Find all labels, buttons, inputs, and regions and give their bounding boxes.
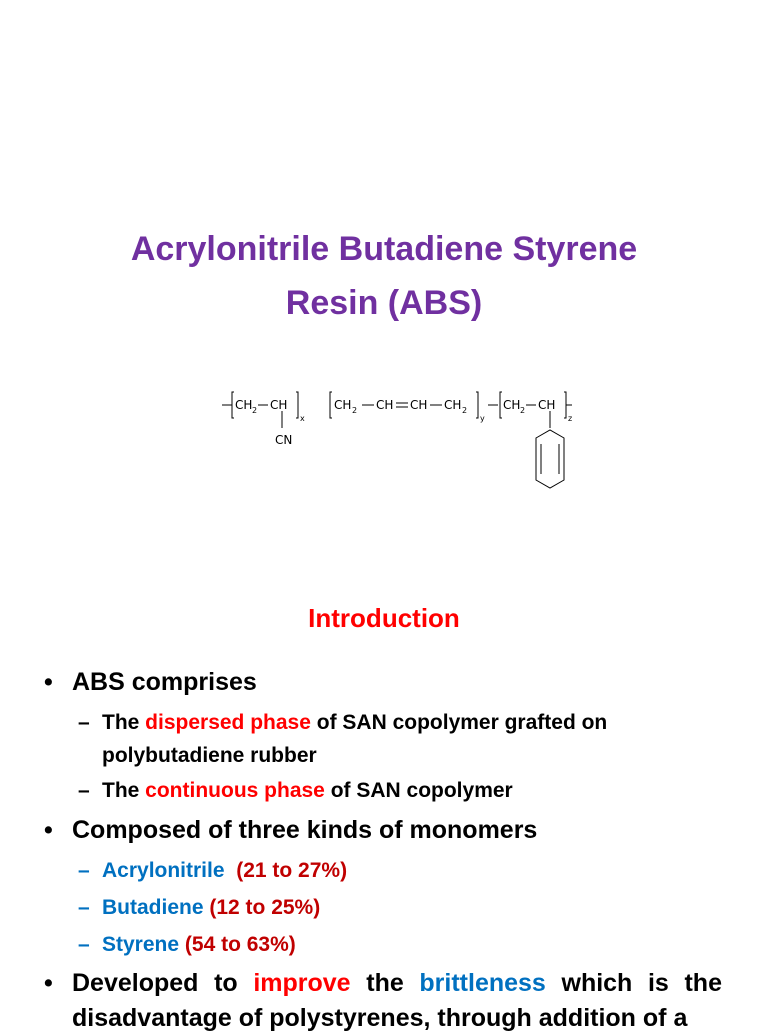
bullet-dot: • xyxy=(44,969,53,997)
u2-ch2-b-sub: 2 xyxy=(462,406,468,415)
sub-pre: The xyxy=(102,779,146,802)
text-part: Developed to xyxy=(72,969,254,997)
bullet-text: Composed of three kinds of monomers xyxy=(72,816,538,844)
monomer-range: (21 to 27%) xyxy=(236,859,348,882)
text-highlight-brittleness: brittleness xyxy=(419,969,546,997)
text-highlight-improve: improve xyxy=(253,969,351,997)
monomer-name: Acrylonitrile xyxy=(102,859,225,882)
sub-dash: – xyxy=(78,896,90,919)
u2-sub: y xyxy=(480,414,485,423)
sub-dash: – xyxy=(78,779,90,802)
monomer-range: (54 to 63%) xyxy=(184,933,296,956)
u1-ch2: CH xyxy=(235,398,253,412)
sub-text xyxy=(102,854,702,887)
text-part: the xyxy=(350,969,420,997)
title-line-1: Acrylonitrile Butadiene Styrene xyxy=(130,230,638,268)
u2-ch2-sub: 2 xyxy=(352,406,358,415)
sub-dash: – xyxy=(78,933,90,956)
u2-ch-b: CH xyxy=(410,398,428,412)
sub-highlight: dispersed phase xyxy=(145,711,311,734)
monomer-range: (12 to 25%) xyxy=(209,896,321,919)
sub-text xyxy=(102,774,702,807)
sub-highlight: continuous phase xyxy=(145,779,325,802)
u3-ch2-sub: 2 xyxy=(520,406,526,415)
u1-sub: x xyxy=(300,414,305,423)
u1-cn: CN xyxy=(275,433,293,447)
monomer-name: Butadiene xyxy=(102,896,204,919)
bullet-dot: • xyxy=(44,816,53,844)
bullet-text: ABS comprises xyxy=(72,668,257,696)
u3-ch2: CH xyxy=(503,398,521,412)
sub-text xyxy=(102,928,702,961)
u3-ch: CH xyxy=(538,398,556,412)
monomer-name: Styrene xyxy=(102,933,180,956)
bullet-dot: • xyxy=(44,668,53,696)
title-line-2: Resin (ABS) xyxy=(285,284,483,322)
bullet-text xyxy=(72,966,722,1036)
sub-dash: – xyxy=(78,711,90,734)
slide-title xyxy=(40,222,728,330)
sub-pre: The xyxy=(102,711,146,734)
u2-ch2: CH xyxy=(334,398,352,412)
sub-text xyxy=(102,706,702,772)
text-part: which is the disadvantage of polystyrenes, through addition of a xyxy=(72,969,722,1032)
formula-svg xyxy=(220,384,580,499)
sub-post: of SAN copolymer xyxy=(324,779,513,802)
sub-post: of SAN copolymer grafted on polybutadiene rubber xyxy=(102,711,608,767)
sub-text xyxy=(102,891,702,924)
section-heading: Introduction xyxy=(308,603,460,633)
u2-ch-a: CH xyxy=(376,398,394,412)
u1-ch2-sub: 2 xyxy=(252,406,258,415)
u2-ch2-b: CH xyxy=(444,398,462,412)
sub-dash: – xyxy=(78,859,90,882)
abs-structural-formula xyxy=(220,384,580,499)
u3-sub: z xyxy=(568,414,573,423)
u1-ch: CH xyxy=(270,398,288,412)
